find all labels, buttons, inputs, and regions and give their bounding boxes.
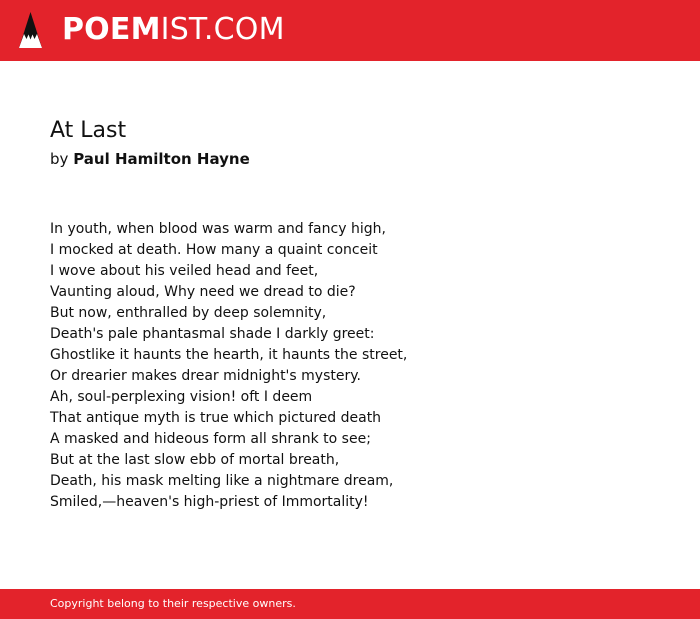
byline bbox=[50, 149, 250, 169]
poem-line: In youth, when blood was warm and fancy high, bbox=[50, 221, 386, 237]
poem-line: I mocked at death. How many a quaint conceit bbox=[50, 242, 378, 258]
brand-light: IST.COM bbox=[160, 12, 285, 47]
poem-line: But at the last slow ebb of mortal breath, bbox=[50, 452, 340, 468]
poem-line: Or drearier makes drear midnight's mystery. bbox=[50, 368, 361, 384]
poem-line: That antique myth is true which pictured death bbox=[50, 410, 382, 426]
copyright-notice: Copyright belong to their respective owners. bbox=[50, 597, 296, 610]
poem-line: Vaunting aloud, Why need we dread to die? bbox=[50, 284, 356, 300]
poem-title: At Last bbox=[50, 118, 127, 143]
pencil-tip-icon[interactable] bbox=[18, 10, 43, 51]
poem-line: Smiled,—heaven's high-priest of Immortality! bbox=[50, 494, 369, 510]
site-header bbox=[0, 0, 700, 61]
poem-line: Ghostlike it haunts the hearth, it haunts the street, bbox=[50, 347, 408, 363]
site-footer bbox=[0, 589, 700, 619]
poem-line: Ah, soul-perplexing vision! oft I deem bbox=[50, 389, 313, 405]
poem-line: I wove about his veiled head and feet, bbox=[50, 263, 319, 279]
poem-line: But now, enthralled by deep solemnity, bbox=[50, 305, 327, 321]
by-label: by bbox=[50, 150, 69, 168]
author-name: Paul Hamilton Hayne bbox=[73, 150, 250, 168]
brand-bold: POEM bbox=[62, 12, 161, 47]
poem-line: Death's pale phantasmal shade I darkly greet: bbox=[50, 326, 375, 342]
poem-line: Death, his mask melting like a nightmare dream, bbox=[50, 473, 394, 489]
poem-body bbox=[50, 219, 670, 513]
poem-line: A masked and hideous form all shrank to see; bbox=[50, 431, 371, 447]
site-logo[interactable] bbox=[62, 13, 285, 47]
